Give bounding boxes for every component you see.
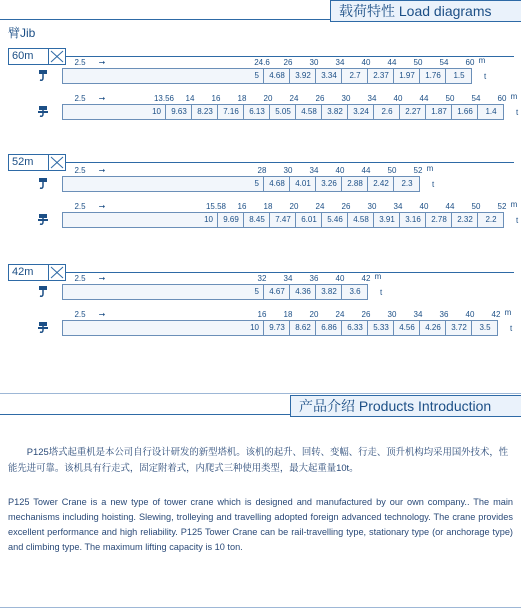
- unit-m: m: [510, 200, 518, 209]
- capacity-cell: 2.88: [341, 177, 368, 191]
- radius-label: 60: [497, 94, 507, 103]
- radius-label: 2.5: [74, 166, 86, 175]
- capacity-cell: 5.05: [269, 105, 296, 119]
- capacity-cell: 1.87: [425, 105, 452, 119]
- capacity-cell: 5: [254, 179, 259, 188]
- capacity-cell: 2.32: [451, 213, 478, 227]
- capacity-cell: 7.16: [217, 105, 244, 119]
- capacity-cell: 6.86: [315, 321, 342, 335]
- radius-label: 20: [309, 310, 319, 319]
- radius-label: 34: [413, 310, 423, 319]
- capacity-row: [62, 212, 504, 228]
- radius-label: 34: [335, 58, 345, 67]
- capacity-cell: 2.27: [399, 105, 426, 119]
- capacity-cell: 5: [254, 71, 259, 80]
- arrow-icon: ➞: [98, 166, 106, 175]
- jib-line: [66, 56, 514, 57]
- radius-label: 40: [465, 310, 475, 319]
- unit-m: m: [510, 92, 518, 101]
- section-header-products-introduction: [290, 395, 521, 417]
- radius-label: 30: [387, 310, 397, 319]
- radius-label: 24: [289, 94, 299, 103]
- unit-m: m: [374, 272, 382, 281]
- capacity-cell: 3.6: [341, 285, 368, 299]
- capacity-cell: 2.3: [393, 177, 420, 191]
- radius-row: [0, 274, 521, 284]
- radius-row: [0, 166, 521, 176]
- radius-label: 2.5: [74, 274, 86, 283]
- radius-label: 2.5: [74, 58, 86, 67]
- capacity-cell: 2.7: [341, 69, 368, 83]
- header-rule-top: [0, 19, 330, 20]
- radius-label: 54: [471, 94, 481, 103]
- capacity-row: [62, 176, 420, 192]
- intro-paragraph-english: P125 Tower Crane is a new type of tower crane which is designed and manufactured by our own company.. The main mechanisms including hoisting. Slewing, trolleying and travelling adopted foreign advanced technology. The crane provides excellent performance and high reliability. P125 Tower Crane can be rail-travelling type, stationary type (or anchorage type) and climbing type. The maximum lifting capacity is 10 ton.: [8, 497, 513, 552]
- capacity-cell: 4.56: [393, 321, 420, 335]
- radius-label: 34: [367, 94, 377, 103]
- capacity-cell: 5.33: [367, 321, 394, 335]
- capacity-cell: 4.68: [263, 177, 290, 191]
- capacity-cell: 4.58: [295, 105, 322, 119]
- capacity-cell: 3.5: [471, 321, 498, 335]
- capacity-cell: 7.47: [269, 213, 296, 227]
- radius-label: 50: [413, 58, 423, 67]
- hook-icon: [38, 105, 48, 117]
- capacity-cell: 1.66: [451, 105, 478, 119]
- radius-label: 42: [361, 274, 371, 283]
- radius-label: 44: [361, 166, 371, 175]
- capacity-cell: 8.23: [191, 105, 218, 119]
- radius-row: [0, 202, 521, 212]
- radius-label: 24: [335, 310, 345, 319]
- radius-label: 16: [211, 94, 221, 103]
- radius-label: 26: [361, 310, 371, 319]
- unit-t: t: [516, 216, 519, 225]
- capacity-cell: 4.58: [347, 213, 374, 227]
- radius-label: 32: [257, 274, 267, 283]
- radius-label: 18: [263, 202, 273, 211]
- radius-label: 36: [439, 310, 449, 319]
- radius-label: 18: [283, 310, 293, 319]
- capacity-cell: 2.37: [367, 69, 394, 83]
- capacity-cell: 1.76: [419, 69, 446, 83]
- section-divider: [0, 393, 521, 394]
- capacity-cell: 9.69: [217, 213, 244, 227]
- radius-label: 50: [387, 166, 397, 175]
- radius-label: 28: [257, 166, 267, 175]
- radius-label: 24.6: [254, 58, 270, 67]
- capacity-cell: 4.67: [263, 285, 290, 299]
- capacity-cell: 4.26: [419, 321, 446, 335]
- unit-m: m: [426, 164, 434, 173]
- capacity-cell: 3.92: [289, 69, 316, 83]
- radius-label: 40: [335, 274, 345, 283]
- capacity-cell: 4.36: [289, 285, 316, 299]
- jib-line: [66, 272, 514, 273]
- arrow-icon: ➞: [98, 274, 106, 283]
- capacity-cell: 4.01: [289, 177, 316, 191]
- radius-label: 20: [289, 202, 299, 211]
- radius-label: 14: [185, 94, 195, 103]
- capacity-cell: 2.2: [477, 213, 504, 227]
- radius-label: 42: [491, 310, 501, 319]
- radius-row: [0, 94, 521, 104]
- jib-length-text: 42m: [12, 266, 34, 278]
- capacity-cell: 6.13: [243, 105, 270, 119]
- radius-label: 60: [465, 58, 475, 67]
- radius-label: 40: [419, 202, 429, 211]
- bottom-rule: [0, 607, 521, 608]
- radius-label: 30: [341, 94, 351, 103]
- unit-m: m: [478, 56, 486, 65]
- unit-m: m: [504, 308, 512, 317]
- radius-label: 50: [471, 202, 481, 211]
- intro-paragraph-chinese: P125塔式起重机是本公司自行设计研发的新型塔机。该机的起升、回转、变幅、行走、顶升机构均采用国外技术，性能先进可靠。该机具有行走式，固定附着式，内爬式三种使用类型，最大起重量10t。: [8, 446, 509, 473]
- capacity-cell: 2.6: [373, 105, 400, 119]
- radius-label: 50: [445, 94, 455, 103]
- capacity-cell: 5: [254, 287, 259, 296]
- capacity-cell: 6.33: [341, 321, 368, 335]
- radius-label: 52: [497, 202, 507, 211]
- radius-label: 30: [309, 58, 319, 67]
- unit-t: t: [516, 108, 519, 117]
- capacity-cell: 2.78: [425, 213, 452, 227]
- capacity-row: [62, 284, 368, 300]
- capacity-cell: 3.24: [347, 105, 374, 119]
- section-title: 产品介绍 Products Introduction: [299, 398, 492, 414]
- capacity-cell: 3.26: [315, 177, 342, 191]
- radius-row: [0, 58, 521, 68]
- radius-label: 40: [335, 166, 345, 175]
- radius-label: 34: [393, 202, 403, 211]
- capacity-cell: 1.4: [477, 105, 504, 119]
- hook-icon: [38, 321, 48, 333]
- capacity-cell: 1.97: [393, 69, 420, 83]
- capacity-cell: 10: [152, 107, 161, 116]
- radius-label: 54: [439, 58, 449, 67]
- radius-label: 26: [283, 58, 293, 67]
- capacity-row: [62, 104, 504, 120]
- capacity-cell: 6.01: [295, 213, 322, 227]
- radius-label: 13.56: [153, 94, 175, 103]
- capacity-cell: 1.5: [445, 69, 472, 83]
- radius-label: 16: [257, 310, 267, 319]
- capacity-cell: 10: [204, 215, 213, 224]
- radius-label: 24: [315, 202, 325, 211]
- radius-label: 30: [367, 202, 377, 211]
- capacity-row: [62, 320, 498, 336]
- radius-label: 15.58: [205, 202, 227, 211]
- radius-label: 20: [263, 94, 273, 103]
- radius-label: 52: [413, 166, 423, 175]
- jib-length-text: 60m: [12, 50, 34, 62]
- arrow-icon: ➞: [98, 58, 106, 67]
- capacity-cell: 9.73: [263, 321, 290, 335]
- radius-label: 16: [237, 202, 247, 211]
- jib-line: [66, 162, 514, 163]
- jib-length-text: 52m: [12, 156, 34, 168]
- capacity-cell: 3.91: [373, 213, 400, 227]
- hook-icon: [38, 213, 48, 225]
- capacity-cell: 3.34: [315, 69, 342, 83]
- arrow-icon: ➞: [98, 94, 106, 103]
- section-title: 载荷特性 Load diagrams: [339, 3, 492, 19]
- capacity-cell: 5.46: [321, 213, 348, 227]
- radius-label: 44: [445, 202, 455, 211]
- capacity-cell: 8.62: [289, 321, 316, 335]
- capacity-cell: 2.42: [367, 177, 394, 191]
- unit-t: t: [484, 72, 487, 81]
- jib-title: 臂Jib: [8, 26, 36, 40]
- radius-label: 36: [309, 274, 319, 283]
- radius-label: 26: [341, 202, 351, 211]
- radius-label: 40: [361, 58, 371, 67]
- section-header-load-diagrams: [330, 0, 521, 22]
- unit-t: t: [380, 288, 383, 297]
- capacity-cell: 3.82: [321, 105, 348, 119]
- hook-icon: [38, 69, 48, 81]
- unit-t: t: [432, 180, 435, 189]
- hook-icon: [38, 285, 48, 297]
- unit-t: t: [510, 324, 513, 333]
- arrow-icon: ➞: [98, 310, 106, 319]
- radius-label: 2.5: [74, 310, 86, 319]
- capacity-cell: 3.16: [399, 213, 426, 227]
- radius-label: 30: [283, 166, 293, 175]
- capacity-cell: 8.45: [243, 213, 270, 227]
- radius-row: [0, 310, 521, 320]
- radius-label: 34: [309, 166, 319, 175]
- radius-label: 34: [283, 274, 293, 283]
- capacity-cell: 10: [250, 323, 259, 332]
- capacity-row: [62, 68, 472, 84]
- hook-icon: [38, 177, 48, 189]
- radius-label: 2.5: [74, 202, 86, 211]
- radius-label: 44: [419, 94, 429, 103]
- header-rule-intro: [0, 414, 290, 415]
- capacity-cell: 9.63: [165, 105, 192, 119]
- radius-label: 40: [393, 94, 403, 103]
- capacity-cell: 3.82: [315, 285, 342, 299]
- radius-label: 2.5: [74, 94, 86, 103]
- radius-label: 26: [315, 94, 325, 103]
- arrow-icon: ➞: [98, 202, 106, 211]
- radius-label: 18: [237, 94, 247, 103]
- capacity-cell: 4.68: [263, 69, 290, 83]
- radius-label: 44: [387, 58, 397, 67]
- capacity-cell: 3.72: [445, 321, 472, 335]
